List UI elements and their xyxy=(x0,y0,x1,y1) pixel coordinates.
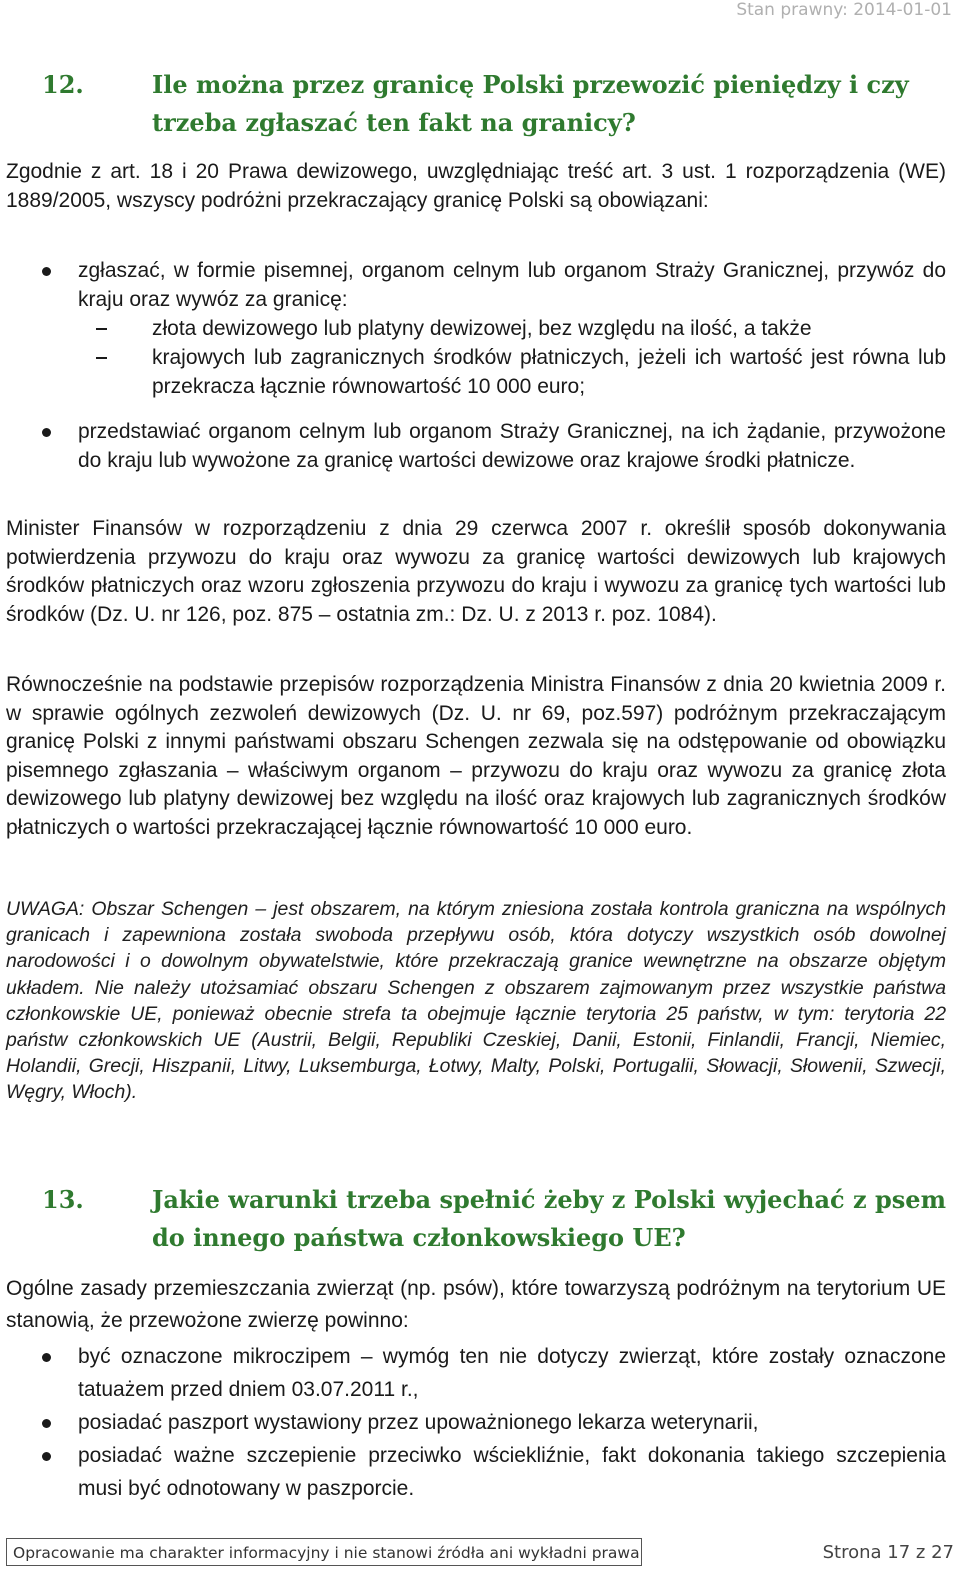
page-footer xyxy=(6,1538,954,1570)
q12-goods-item: złota dewizowego lub platyny dewizowej, bez względu na ilość, a także xyxy=(0,314,946,343)
bullet-icon xyxy=(42,428,51,437)
question-13-number: 13. xyxy=(42,1185,84,1214)
bullet-icon xyxy=(42,1452,51,1461)
footer-disclaimer: Opracowanie ma charakter informacyjny i nie stanowi źródła ani wykładni prawa xyxy=(6,1538,642,1566)
q13-requirement-item: być oznaczone mikroczipem – wymóg ten nie dotyczy zwierząt, które zostały oznaczone tatuażem przed dniem 03.07.2011 r., xyxy=(0,1340,946,1406)
legal-status-date: Stan prawny: 2014-01-01 xyxy=(736,0,952,20)
q12-goods-list xyxy=(78,314,946,401)
bullet-icon xyxy=(42,1353,51,1362)
question-12-number: 12. xyxy=(42,70,84,99)
q12-obligation-item: przedstawiać organom celnym lub organom Straży Granicznej, na ich żądanie, przywożone do kraju lub wywożone za granicę wartości dewizowe oraz krajowe środki płatnicze. xyxy=(0,417,946,475)
q12-obligations-list xyxy=(0,256,946,475)
bullet-icon xyxy=(42,267,51,276)
question-12-title: Ile można przez granicę Polski przewozić pieniędzy i czy trzeba zgłaszać ten fakt na granicy? xyxy=(152,70,909,137)
schengen-note: UWAGA: Obszar Schengen – jest obszarem, na którym zniesiona została kontrola graniczna na wspólnych granicach i zapewniona została swoboda przepływu osób, która dotyczy wszystkich osób dowolnej narodowości i o dowolnym obywatelstwie, które przekraczają granice wewnętrzne na obszarze objętym układem. Nie należy utożsamiać obszaru Schengen z obszarem zajmowanym przez wszystkie państwa członkowskie UE, ponieważ obecnie strefa ta obejmuje łącznie terytoria 25 państw, w tym: terytoria 22 państw członkowskich UE (Austrii, Belgii, Republiki Czeskiej, Danii, Estonii, Finlandii, Francji, Niemiec, Holandii, Grecji, Hiszpanii, Litwy, Luksemburga, Łotwy, Malty, Polski, Portugalii, Słowacji, Słowenii, Szwecji, Węgry, Włoch). xyxy=(6,898,946,1104)
q12-regulation-paragraph: Minister Finansów w rozporządzeniu z dnia 29 czerwca 2007 r. określił sposób dokonywania potwierdzenia przywozu do kraju oraz wywozu za granicę wartości dewizowych lub krajowych środków płatniczych oraz wzoru zgłoszenia przywozu do kraju i wywozu za granicę tych wartości lub środków (Dz. U. nr 126, poz. 875 – ostatnia zm.: Dz. U. z 2013 r. poz. 1084). xyxy=(6,517,946,626)
q13-requirement-item: posiadać paszport wystawiony przez upoważnionego lekarza weterynarii, xyxy=(0,1406,946,1439)
q13-requirement-item: posiadać ważne szczepienie przeciwko wściekliźnie, fakt dokonania takiego szczepienia musi być odnotowany w paszporcie. xyxy=(0,1439,946,1505)
dash-icon xyxy=(96,357,107,359)
q13-requirements-list xyxy=(0,1340,946,1505)
q13-intro-paragraph: Ogólne zasady przemieszczania zwierząt (np. psów), które towarzyszą podróżnym na terytorium UE stanowią, że przewożone zwierzę powinno: xyxy=(6,1277,946,1332)
question-13-title: Jakie warunki trzeba spełnić żeby z Polski wyjechać z psem do innego państwa członkowskiego UE? xyxy=(152,1185,946,1252)
dash-icon xyxy=(96,328,107,330)
bullet-icon xyxy=(42,1419,51,1428)
q12-intro-paragraph: Zgodnie z art. 18 i 20 Prawa dewizowego, uwzględniając treść art. 3 ust. 1 rozporządzenia (WE) 1889/2005, wszyscy podróżni przekraczający granicę Polski są obowiązani: xyxy=(6,160,946,212)
q12-obligation-item: zgłaszać, w formie pisemnej, organom celnym lub organom Straży Granicznej, przywóz do kraju oraz wywóz za granicę: złota dewizowego lub platyny dewizowej, bez względu na ilość, a także krajowych lub zagranicznych środków płatniczych, jeżeli ich wartość jest równa lub przekracza łącznie równowartość 10 000 euro; xyxy=(0,256,946,401)
q12-goods-item: krajowych lub zagranicznych środków płatniczych, jeżeli ich wartość jest równa lub przekracza łącznie równowartość 10 000 euro; xyxy=(0,343,946,401)
page-number: Strona 17 z 27 xyxy=(822,1542,954,1563)
q12-exemption-paragraph: Równocześnie na podstawie przepisów rozporządzenia Ministra Finansów z dnia 20 kwietnia 2009 r. w sprawie ogólnych zezwoleń dewizowych (Dz. U. nr 69, poz.597) podróżnym przekraczającym granicę Polski z innymi państwami obszaru Schengen zezwala się na odstępowanie od obowiązku pisemnego zgłaszania – właściwym organom – przywozu do kraju oraz wywozu za granicę złota dewizowego lub platyny dewizowej bez względu na ilość oraz krajowych lub zagranicznych środków płatniczych o wartości przekraczającej łącznie równowartość 10 000 euro. xyxy=(6,673,946,839)
question-12-heading xyxy=(42,66,946,142)
question-13-heading xyxy=(42,1181,946,1257)
